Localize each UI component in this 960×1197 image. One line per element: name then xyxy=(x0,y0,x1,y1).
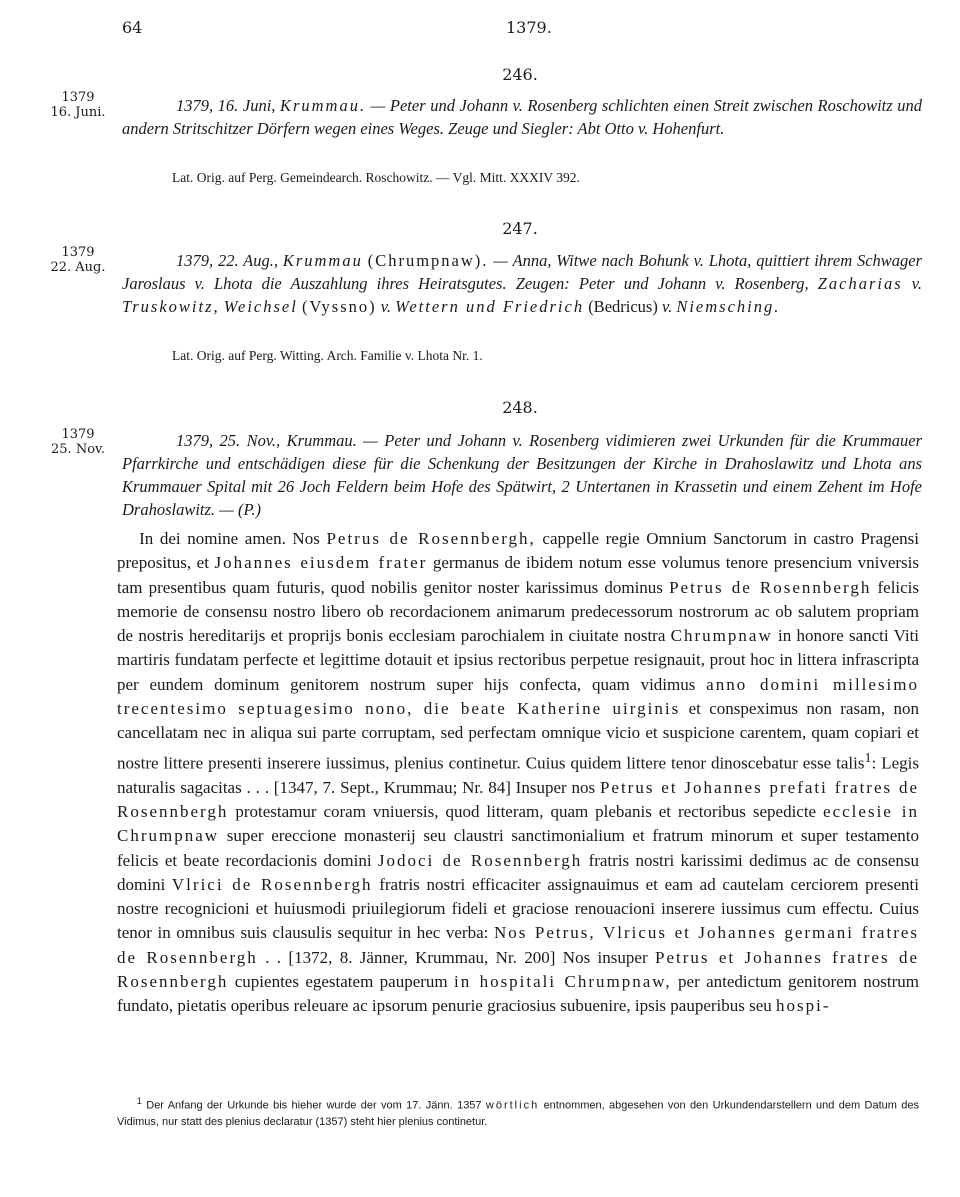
place-name: hospi- xyxy=(776,996,831,1016)
regest-summary: — Peter und Johann v. Rosenberg schlichten einen Streit zwischen Roschowitz und andern Stritschitzer Dörfern wegen eines Weges. Zeuge und Siegler: Abt Otto v. Hohenfurt. xyxy=(122,96,922,138)
person-name: Petrus de Rosennbergh xyxy=(669,577,872,597)
footnote-emphasis: wörtlich xyxy=(485,1099,540,1112)
charter-text xyxy=(117,527,919,1019)
person-name: Petrus et Johannes fratres de Rosennbergh xyxy=(117,947,919,991)
place-name: in hospitali Chrumpnaw, xyxy=(453,972,672,991)
person-name: Nos Petrus, Vlricus et Johannes germani fratres de Rosennbergh xyxy=(117,923,920,967)
witness-name-alt: (Vyssno) xyxy=(301,297,377,316)
footnote xyxy=(117,1093,919,1130)
regest-place-alt: (Chrumpnaw). xyxy=(367,251,489,270)
margin-day: 16. Juni. xyxy=(50,105,106,120)
regest-date: 1379, 16. Juni, xyxy=(176,96,276,115)
regest-summary: — Anna, Witwe nach Bohunk v. Lhota, quittiert ihrem Schwager Jaroslaus v. Lhota die Auszahlung ihres Heiratsgutes. Zeugen: Peter und Johann v. Rosenberg, xyxy=(122,251,923,293)
place-name: Chrumpnaw xyxy=(670,626,773,646)
regest-place: Krummau xyxy=(282,251,363,270)
witness-name: Weichsel xyxy=(223,297,298,316)
charter-segment: germanus de ibidem notum esse volumus tenore presencium vniversis tam presentibus quam futuris, quod nobilis genitor noster karissimus dominus xyxy=(117,553,919,597)
person-name: Vlrici de Rosennbergh xyxy=(171,874,373,894)
regest-connector: v. xyxy=(661,297,673,316)
witness-name: Zacharias xyxy=(817,274,903,293)
person-name: Jodoci de Rosennbergh xyxy=(377,850,583,870)
charter-segment: protestamur coram vniuersis, quod litteram, quam plebanis et rectoribus sepedicte xyxy=(235,801,817,821)
footnote-text: Der Anfang der Urkunde bis hieher wurde der vom 17. Jänn. 1357 xyxy=(146,1099,482,1112)
regest-247 xyxy=(122,249,922,318)
running-head-year: 1379. xyxy=(506,18,552,37)
footnote-mark: 1 xyxy=(136,1096,142,1106)
margin-day: 22. Aug. xyxy=(50,260,106,275)
entry-number-246: 246. xyxy=(502,65,538,84)
charter-segment: . . [1372, 8. Jänner, Krummau, Nr. 200] Nos insuper xyxy=(265,947,648,967)
margin-date-248 xyxy=(48,427,108,457)
source-note-247: Lat. Orig. auf Perg. Witting. Arch. Familie v. Lhota Nr. 1. xyxy=(172,348,483,363)
charter-segment: cappelle regie Omnium Sanctorum in castro Pragensi prepositus, et xyxy=(117,529,920,573)
entry-number-247: 247. xyxy=(502,219,538,238)
margin-date-246 xyxy=(48,90,108,120)
person-name: Johannes eiusdem frater xyxy=(214,553,428,573)
charter-segment: cupientes egestatem pauperum xyxy=(234,972,448,991)
footnote-marker: 1 xyxy=(864,749,872,766)
charter-segment: fratris nostri karissimi dedimus ac de consensu domini xyxy=(117,850,920,894)
person-name: Petrus de Rosennbergh, xyxy=(326,529,536,548)
witness-name: Truskowitz, xyxy=(122,297,220,316)
charter-segment: in honore sancti Viti martiris fundatam perfecte et legittime dotauit et ipsius rectoribus perpetue resignauit, prout hoc in littera infrascripta per eundem dominum genitorem nostrum super hijs confecta, quam vidimus xyxy=(117,626,920,694)
margin-year: 1379 xyxy=(61,427,95,442)
charter-segment: : Legis naturalis sagacitas . . . [1347, 7. Sept., Krummau; Nr. 84] Insuper nos xyxy=(117,753,919,797)
margin-date-247 xyxy=(48,245,108,275)
witness-name: Niemsching. xyxy=(676,297,781,316)
regest-248 xyxy=(122,429,922,521)
regest-date: 1379, 25. Nov., xyxy=(176,431,281,450)
person-name: Petrus et Johannes prefati fratres de Rosennbergh xyxy=(117,777,919,821)
witness-name-alt: (Bedricus) xyxy=(588,297,658,316)
charter-segment: fratris nostri efficaciter assignauimus et eam ad cautelam cerciorem presenti nostre recognicioni et huiusmodi priuilegiorum fideli et graciose renouacioni inserere iussimus cum effectu. Cuius tenor in omnibus suis clausulis sequitur in hec verba: xyxy=(117,874,919,943)
regest-246 xyxy=(122,94,922,140)
witness-name: Wettern und Friedrich xyxy=(395,297,585,316)
charter-segment: super ereccione monasterij seu claustri sanctimonialium et fratrum minorum et super testamento felicis et beate recordacionis domini xyxy=(117,826,920,870)
margin-day: 25. Nov. xyxy=(51,442,105,457)
footnote-text: entnommen, abgesehen von den Urkundendarstellern und dem Datum des Vidimus, nur statt des plenius declaratur (1357) steht hier plenius continetur. xyxy=(117,1099,919,1128)
regest-connector: v. xyxy=(380,297,391,316)
page-number: 64 xyxy=(122,18,143,37)
regest-place: Krummau. xyxy=(279,96,367,115)
margin-year: 1379 xyxy=(61,245,95,260)
regest-date: 1379, 22. Aug., xyxy=(176,251,278,270)
date-phrase: anno domini millesimo trecentesimo septuagesimo nono, die beate Katherine uirginis xyxy=(117,674,920,719)
margin-year: 1379 xyxy=(61,90,95,105)
charter-segment: In dei nomine amen. Nos xyxy=(139,529,320,548)
regest-connector: v. xyxy=(911,274,923,293)
regest-place: Krummau. xyxy=(286,431,357,450)
charter-segment: felicis memorie de consensu nostro libero ob recordacionem animarum predecessorum nostrorum ac ob salutem propriam de nostris hereditarijs et proprijs bonis ecclesiam parochialem in ciuitate nostra xyxy=(117,577,920,646)
place-name: ecclesie in Chrumpnaw xyxy=(117,801,919,846)
charter-segment: per antedictum genitorem nostrum fundato, pietatis operibus releuare ac ipsorum penurie graciosius subuenire, ipsis pauperibus seu xyxy=(117,972,919,1016)
entry-number-248: 248. xyxy=(502,398,538,417)
source-note-246: Lat. Orig. auf Perg. Gemeindearch. Roschowitz. — Vgl. Mitt. XXXIV 392. xyxy=(172,170,580,185)
charter-segment: et conspeximus non rasam, non cancellatam nec in aliqua sui parte corruptam, sed perfectam omnique vicio et suspicione carentem, quam copiari et nostre littere presenti inserere iussimus, plenius continetur. Cuius quidem littere tenor dinoscebatur esse talis xyxy=(117,699,919,773)
regest-summary: — Peter und Johann v. Rosenberg vidimieren zwei Urkunden für die Krummauer Pfarrkirche und entschädigen diese für die Schenkung der Besitzungen der Kirche in Drahoslawitz und Lhota ans Krummauer Spital mit 26 Joch Feldern beim Hofe des Spätwirt, 2 Untertanen in Krassetin und einem Zehent im Hofe Drahoslawitz. — (P.) xyxy=(122,431,923,519)
